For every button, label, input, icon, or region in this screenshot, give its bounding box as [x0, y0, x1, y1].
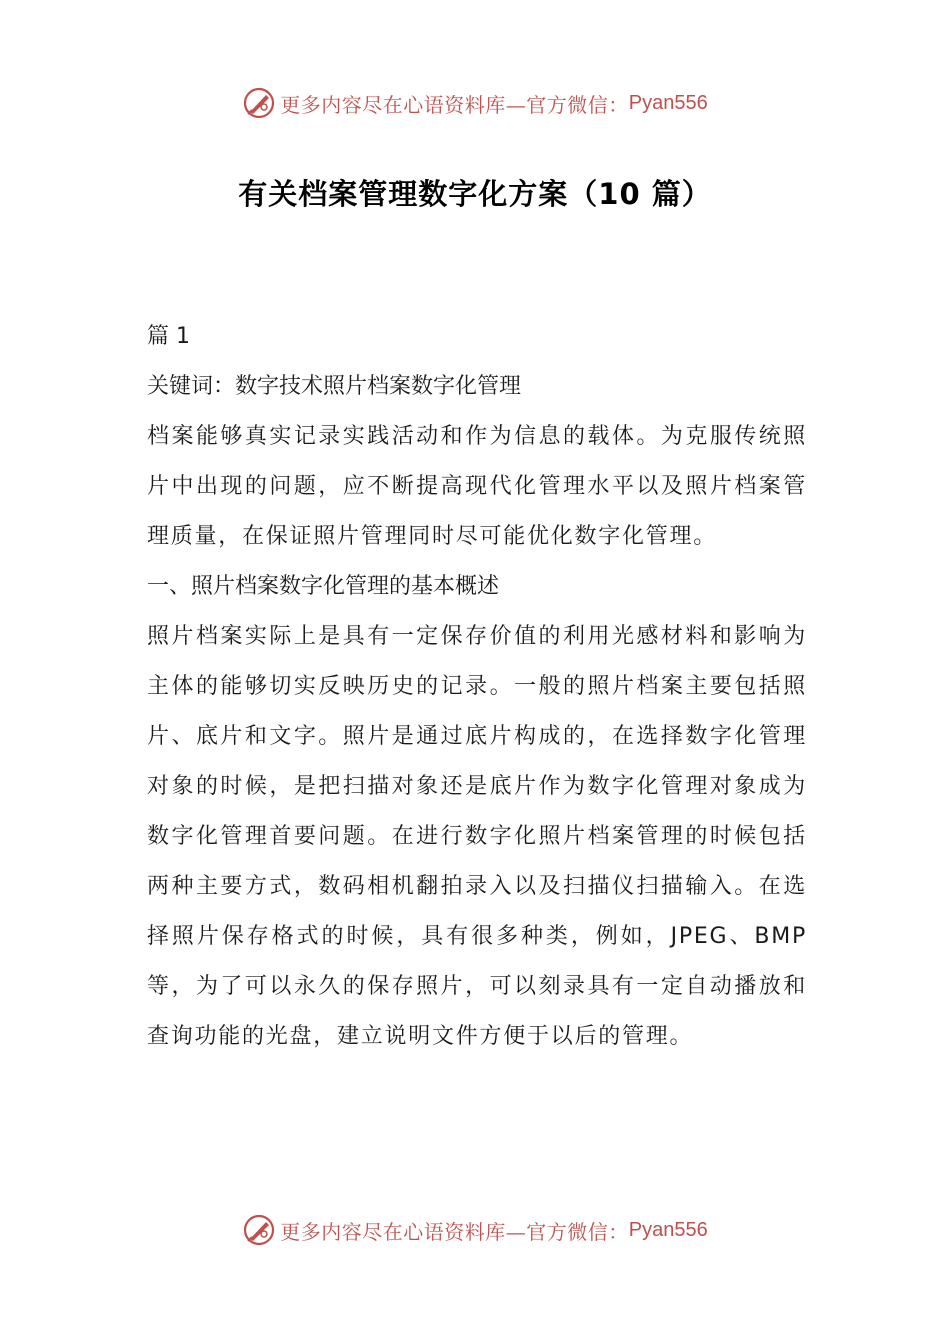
document-body [147, 312, 807, 1062]
body-paragraph: 照片档案实际上是具有一定保存价值的利用光感材料和影响为主体的能够切实反映历史的记录。一般的照片档案主要包括照片、底片和文字。照片是通过底片构成的，在选择数字化管理对象的时候，是把扫描对象还是底片作为数字化管理对象成为数字化管理首要问题。在进行数字化照片档案管理的时候包括两种主要方式，数码相机翻拍录入以及扫描仪扫描输入。在选择照片保存格式的时候，具有很多种类，例如，JPEG、BMP 等，为了可以永久的保存照片，可以刻录具有一定自动播放和查询功能的光盘，建立说明文件方便于以后的管理。 [147, 624, 807, 1049]
section-label: 篇 1 [147, 324, 190, 349]
keywords-line: 关键词：数字技术照片档案数字化管理 [147, 374, 522, 399]
footer-watermark-banner [0, 1210, 950, 1250]
header-watermark-banner [0, 83, 950, 123]
intro-paragraph: 档案能够真实记录实践活动和作为信息的载体。为克服传统照片中出现的问题，应不断提高现代化管理水平以及照片档案管理质量，在保证照片管理同时尽可能优化数字化管理。 [147, 424, 807, 549]
footer-banner-wechat-id: Pyan556 [628, 1218, 708, 1241]
section-heading: 一、照片档案数字化管理的基本概述 [147, 574, 500, 599]
document-title: 有关档案管理数字化方案（10 篇） [238, 177, 712, 211]
footer-banner-text: 更多内容尽在心语资料库—官方微信： [280, 1219, 629, 1244]
header-banner-text: 更多内容尽在心语资料库—官方微信： [280, 92, 629, 117]
quill-logo-icon [242, 1213, 276, 1247]
header-banner-wechat-id: Pyan556 [628, 91, 708, 114]
quill-logo-icon [242, 86, 276, 120]
